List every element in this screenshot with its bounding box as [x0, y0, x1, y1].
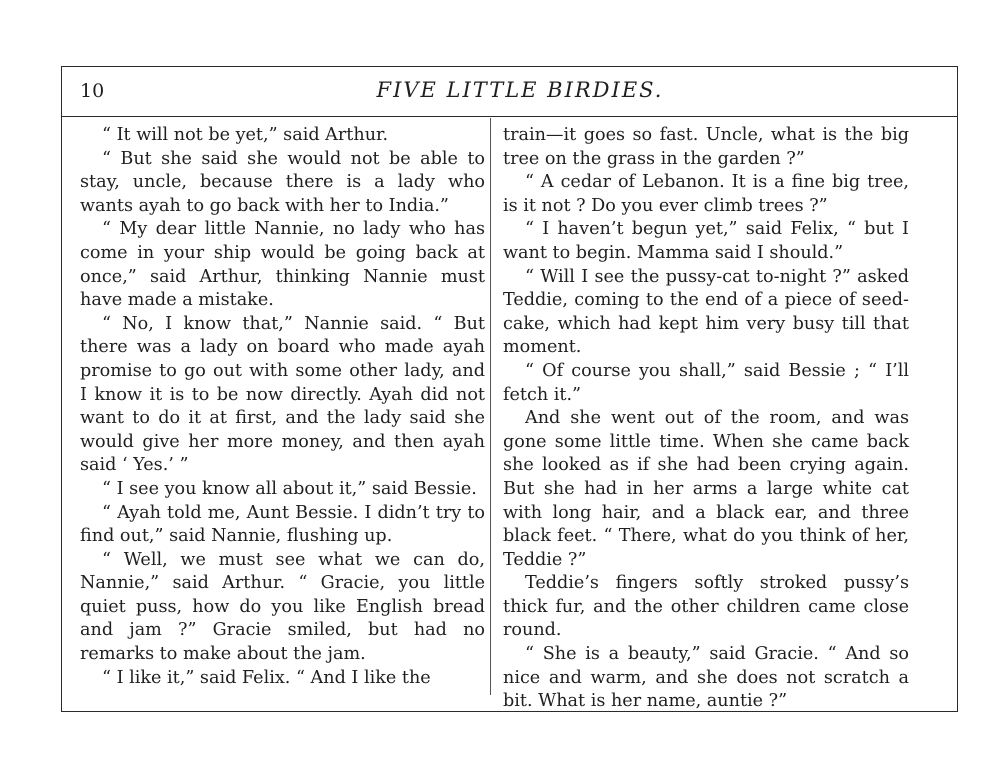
paragraph: “ It will not be yet,” said Arthur. — [102, 125, 389, 145]
paragraph: “ She is a beauty,” said Gracie. “ And so nice and warm, and she does not scratch a bit. What is her name, auntie ?” — [503, 644, 909, 712]
paragraph: Teddie’s fingers softly stroked pussy’s thick fur, and the other children came close round. — [503, 573, 909, 641]
header-rule — [61, 116, 958, 117]
column-divider — [490, 118, 491, 695]
paragraph: “ I see you know all about it,” said Bessie. — [102, 478, 477, 499]
paragraph: “ Well, we must see what we can do, Nannie,” said Arthur. “ Gracie, you little quiet puss, how do you like English bread and jam ?” Gracie smiled, but had no remarks to make about the jam. — [80, 549, 485, 665]
paragraph: “ I like it,” said Felix. “ And I like the — [102, 667, 431, 688]
paragraph: “ But she said she would not be able to stay, uncle, because there is a lady who wants ayah to go back with her to India.” — [80, 148, 485, 216]
running-title: FIVE LITTLE BIRDIES. — [376, 78, 664, 102]
paragraph: “ My dear little Nannie, no lady who has come in your ship would be going back at once,” said Arthur, thinking Nannie must have made a mistake. — [80, 219, 485, 311]
paragraph: “ Ayah told me, Aunt Bessie. I didn’t try to find out,” said Nannie, flushing up. — [80, 502, 485, 547]
paragraph: “ Will I see the pussy-cat to-night ?” asked Teddie, coming to the end of a piece of seed-cake, which had kept him very busy till that moment. — [503, 266, 909, 358]
left-column — [80, 124, 485, 690]
paragraph: “ I haven’t begun yet,” said Felix, “ but I want to begin. Mamma said I should.” — [503, 219, 909, 263]
page-number: 10 — [80, 80, 105, 102]
paragraph: And she went out of the room, and was gone some little time. When she came back she looked as if she had been crying again. But she had in her arms a large white cat with long hair, and a black ear, and three black feet. “ There, what do you think of her, Teddie ?” — [503, 408, 909, 570]
paragraph: “ No, I know that,” Nannie said. “ But there was a lady on board who made ayah promise to go out with some other lady, and I know it is to be now directly. Ayah did not want to do it at first, and the lady said she would give her more money, and then ayah said ‘ Yes.’ ” — [80, 313, 485, 476]
paragraph: “ A cedar of Lebanon. It is a fine big tree, is it not ? Do you ever climb trees ?” — [503, 172, 909, 216]
paragraph: “ Of course you shall,” said Bessie ; “ I’ll fetch it.” — [503, 360, 909, 405]
paragraph-continued: train—it goes so fast. Uncle, what is the big tree on the grass in the garden ?” — [503, 125, 909, 169]
right-column — [503, 124, 909, 714]
